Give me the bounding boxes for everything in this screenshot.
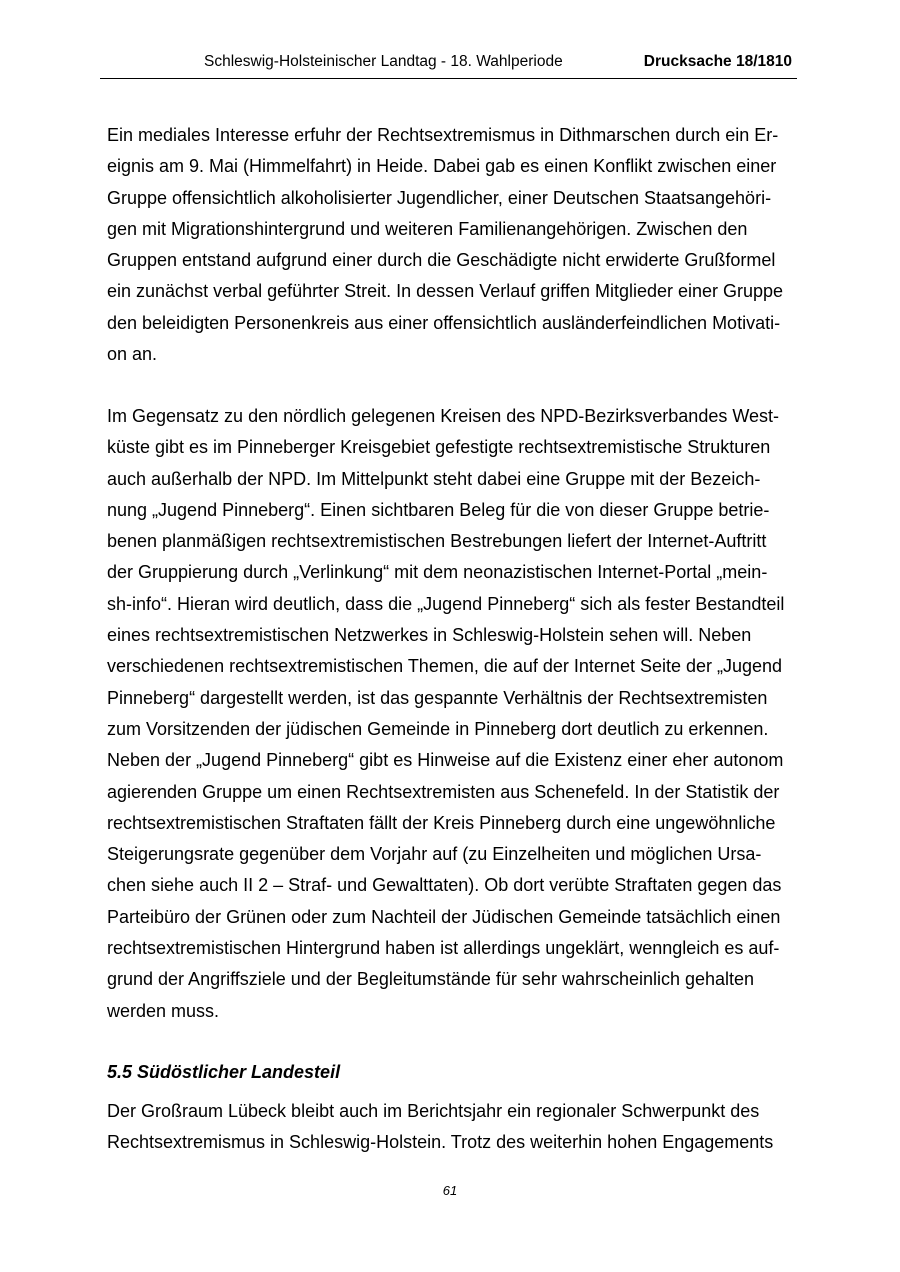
text-line: sh-info“. Hieran wird deutlich, dass die „Jugend Pinneberg“ sich als fester Bestandteil — [107, 593, 785, 614]
text-line: Im Gegensatz zu den nördlich gelegenen Kreisen des NPD-Bezirksverbandes West- — [107, 406, 780, 426]
text-line: der Gruppierung durch „Verlinkung“ mit dem neonazistischen Internet-Portal „mein- — [107, 562, 768, 583]
text-line: benen planmäßigen rechtsextremistischen Bestrebungen liefert der Internet-Auftritt — [107, 531, 767, 552]
text-line: Rechtsextremismus in Schleswig-Holstein. Trotz des weiterhin hohen Engagements — [107, 1132, 774, 1153]
text-line: Pinneberg“ dargestellt werden, ist das gespannte Verhältnis der Rechtsextremisten — [107, 687, 768, 708]
text-line: eines rechtsextremistischen Netzwerkes in Schleswig-Holstein sehen will. Neben — [107, 625, 752, 646]
text-line: Parteibüro der Grünen oder zum Nachteil der Jüdischen Gemeinde tatsächlich einen — [107, 906, 781, 927]
text-line: nung „Jugend Pinneberg“. Einen sichtbaren Beleg für die von dieser Gruppe betrie- — [107, 499, 770, 520]
text-line: ein zunächst verbal geführter Streit. In dessen Verlauf griffen Mitglieder einer Gruppe — [107, 281, 784, 302]
paragraph-luebeck — [107, 1096, 807, 1159]
text-line: agierenden Gruppe um einen Rechtsextremisten aus Schenefeld. In der Statistik der — [107, 781, 780, 802]
section-heading: 5.5 Südöstlicher Landesteil — [107, 1062, 341, 1082]
text-line: Steigerungsrate gegenüber dem Vorjahr auf (zu Einzelheiten und möglichen Ursa- — [107, 844, 762, 865]
text-line: zum Vorsitzenden der jüdischen Gemeinde in Pinneberg dort deutlich zu erkennen. — [107, 718, 769, 739]
text-line: auch außerhalb der NPD. Im Mittelpunkt steht dabei eine Gruppe mit der Bezeich- — [107, 468, 761, 489]
header-title: Schleswig-Holsteinischer Landtag - 18. Wahlperiode — [204, 53, 563, 70]
text-line: on an. — [107, 344, 158, 365]
text-line: verschiedenen rechtsextremistischen Themen, die auf der Internet Seite der „Jugend — [107, 656, 783, 677]
text-line: küste gibt es im Pinneberger Kreisgebiet gefestigte rechtsextremistische Strukturen — [107, 437, 771, 458]
text-line: Der Großraum Lübeck bleibt auch im Berichtsjahr ein regionaler Schwerpunkt des — [107, 1101, 760, 1121]
text-line: Gruppe offensichtlich alkoholisierter Jugendlicher, einer Deutschen Staatsangehöri- — [107, 187, 772, 208]
text-line: chen siehe auch II 2 – Straf- und Gewalttaten). Ob dort verübte Straftaten gegen das — [107, 875, 782, 896]
paragraph-heide — [107, 120, 807, 370]
text-line: eignis am 9. Mai (Himmelfahrt) in Heide. Dabei gab es einen Konflikt zwischen einer — [107, 156, 777, 177]
text-line: Ein mediales Interesse erfuhr der Rechtsextremismus in Dithmarschen durch ein Er- — [107, 125, 779, 145]
text-line: Gruppen entstand aufgrund einer durch die Geschädigte nicht erwiderte Grußformel — [107, 250, 776, 271]
page-header — [100, 52, 797, 79]
text-line: den beleidigten Personenkreis aus einer offensichtlich ausländerfeindlichen Motivati- — [107, 312, 781, 333]
document-number: Drucksache 18/1810 — [643, 53, 792, 70]
text-line: gen mit Migrationshintergrund und weiteren Familienangehörigen. Zwischen den — [107, 218, 748, 239]
page-number: 61 — [442, 1183, 458, 1198]
text-line: werden muss. — [107, 1000, 220, 1021]
paragraph-pinneberg — [107, 401, 807, 1027]
text-line: rechtsextremistischen Hintergrund haben ist allerdings ungeklärt, wenngleich es auf- — [107, 938, 780, 959]
text-line: rechtsextremistischen Straftaten fällt der Kreis Pinneberg durch eine ungewöhnliche — [107, 812, 776, 833]
text-line: grund der Angriffsziele und der Begleitumstände für sehr wahrscheinlich gehalten — [107, 969, 755, 990]
text-line: Neben der „Jugend Pinneberg“ gibt es Hinweise auf die Existenz einer eher autonom — [107, 750, 784, 771]
